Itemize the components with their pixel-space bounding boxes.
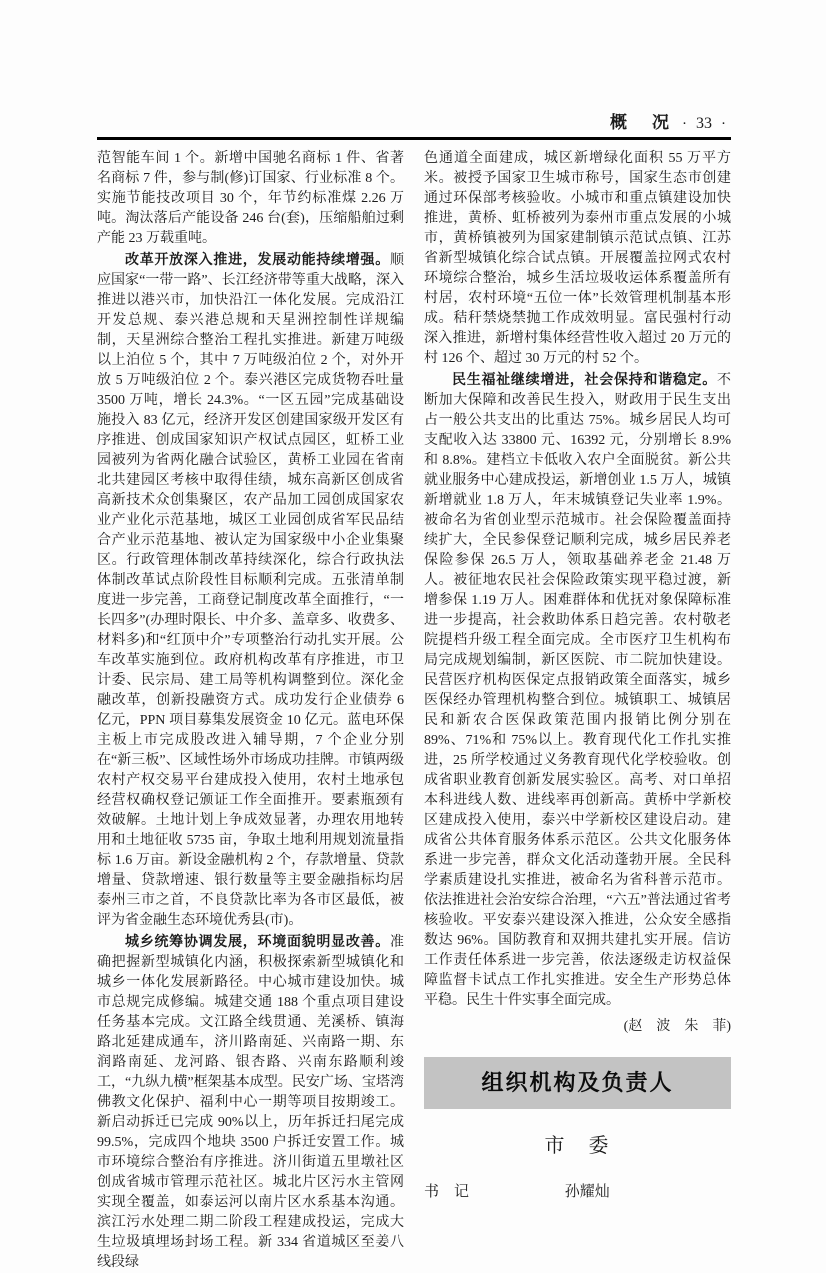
paragraph xyxy=(424,369,731,1011)
paragraph-text: 色通道全面建成，城区新增绿化面积 55 万平方米。被授予国家卫生城市称号，国家生态市创建通过环保部考核验收。小城市和重点镇建设加快推进，黄桥、虹桥被列为泰州市重点发展的小城市，黄桥镇被列为国家建制镇示范试点镇、江苏省新型城镇化综合试点镇。开展覆盖拉网式农村环境综合整治，城乡生活垃圾收运体系覆盖所有村居，农村环境“五位一体”长效管理机制基本形成。秸秆禁烧禁抛工作成效明显。富民强村行动深入推进，新增村集体经营性收入超过 20 万元的村 126 个、超过 30 万元的村 52 个。 xyxy=(424,151,731,366)
org-heading-title: 组织机构及负责人 xyxy=(481,1070,674,1095)
left-column xyxy=(97,147,404,1273)
paragraph-text: 准确把握新型城镇化内涵，积极探索新型城镇化和城乡一体化发展新路径。中心城市建设加快。城市总规完成修编。城建交通 188 个重点项目建设任务基本完成。文江路全线贯通、羌溪桥、镇海路北延建成通车，济川路南延、兴南路一期、东润路南延、龙河路、银杏路、兴南东路顺利竣工，“九纵九横”框架基本成型。民安广场、宝塔湾佛教文化保护、福利中心一期等项目按期竣工。新启动拆迁已完成 90%以上，历年拆迁扫尾完成 99.5%，完成四个地块 3500 户拆迁安置工作。城市环境综合整治有序推进。济川街道五里墩社区创成省城市管理示范社区。城北片区污水主管网实现全覆盖，如泰运河以南片区水系基本沟通。滨江污水处理二期二阶段工程建成投运，完成大生垃圾填埋场封场工程。新 334 省道城区至姜八线段绿 xyxy=(97,935,404,1270)
page-number: 33 xyxy=(696,115,712,132)
paragraph-text: 顺应国家“一带一路”、长江经济带等重大战略，深入推进以港兴市，加快沿江一体化发展。完成沿江开发总规、泰兴港总规和天星洲控制性详规编制，天星洲综合整治工程扎实推进。新建万吨级以上泊位 5 个，其中 7 万吨级泊位 2 个，对外开放 5 万吨级泊位 2 个。泰兴港区完成货物吞吐量 3500 万吨，增长 24.3%。“一区五园”完成基础设施投入 83 亿元，经济开发区创建国家级开发区有序推进、创成国家知识产权试点园区，虹桥工业园被列为省两化融合试验区，黄桥工业园在省南北共建园区考核中取得佳绩，城东高新区创成省高新技术众创集聚区，农产品加工园创成国家农业产业化示范基地，城区工业园创成省军民品结合产业示范基地、被认定为国家级中小企业集聚区。行政管理体制改革持续深化，综合行政执法体制改革试点阶段性目标顺利完成。五张清单制度进一步完善，工商登记制度改革全面推行，“一长四多”(办理时限长、中介多、盖章多、收费多、材料多)和“红顶中介”专项整治行动扎实开展。公车改革实施到位。政府机构改革有序推进，市卫计委、民宗局、建工局等机构调整到位。深化金融改革，创新投融资方式。成功发行企业债券 6 亿元，PPN 项目募集发展资金 10 亿元。蓝电环保主板上市完成股改进入辅导期，7 个企业分别在“新三板”、区域性场外市场成功挂牌。市镇两级农村产权交易平台建成投入使用，农村土地承包经营权确权登记颁证工作全面推开。要素瓶颈有效破解。土地计划上争成效显著，办理农用地转用和土地征收 5735 亩，争取土地利用规划流量指标 1.6 万亩。新设金融机构 2 个，存款增量、贷款增量、贷款增速、银行数量等主要金融指标均居泰州三市之首，不良贷款比率为各市区最低，被评为省金融生态环境优秀县(市)。 xyxy=(97,253,404,928)
running-head-dot-right: · xyxy=(721,116,726,132)
running-head xyxy=(610,112,731,135)
running-head-section: 概 况 xyxy=(610,113,673,132)
paragraph-text: 不断加大保障和改善民生投入，财政用于民生支出占一般公共支出的比重达 75%。城乡居民人均可支配收入达 33800 元、16392 元，分别增长 8.9%和 8.8%。建档立卡低收入农户全面脱贫。新公共就业服务中心建成投运，新增创业 1.5 万人，城镇新增就业 1.8 万人，年末城镇登记失业率 1.9%。被命名为省创业型示范城市。社会保险覆盖面持续扩大，全民参保登记顺利完成，城乡居民养老保险参保 26.5 万人，领取基础养老金 21.48 万人。被征地农民社会保险政策实现平稳过渡，新增参保 1.19 万人。困难群体和优抚对象保障标准进一步提高，社会救助体系日趋完善。农村敬老院提档升级工程全面完成。全市医疗卫生机构布局完成规划编制，新区医院、市二院加快建设。民营医疗机构医保定点报销政策全面落实，城乡医保经办管理机构整合到位。城镇职工、城镇居民和新农合医保政策范围内报销比例分别在 89%、71%和 75%以上。教育现代化工作扎实推进，25 所学校通过义务教育现代化学校验收。创成省职业教育创新发展实验区。高考、对口单招本科进线人数、进线率再创新高。黄桥中学新校区建成投入使用，泰兴中学新校区建设启动。建成省公共体育服务体系示范区。公共文化服务体系进一步完善，群众文化活动蓬勃开展。全民科学素质建设扎实推进，被命名为省科普示范市。依法推进社会治安综合治理，“六五”普法通过省考核验收。平安泰兴建设深入推进，公众安全感指数达 96%。国防教育和双拥共建扎实开展。信访工作责任体系进一步完善，依法逐级走访权益保障监督卡试点工作扎实推进。安全生产形势总体平稳。民生十件实事全面完成。 xyxy=(424,373,731,1008)
org-heading-box xyxy=(424,1057,731,1109)
paragraph xyxy=(97,147,404,249)
subsection-title: 市 委 xyxy=(544,1135,611,1157)
org-entry-name: 孙耀灿 xyxy=(564,1184,610,1200)
header-rule xyxy=(97,137,731,140)
org-entries xyxy=(424,1182,731,1202)
byline: (赵 波 朱 菲) xyxy=(623,1019,731,1034)
right-column xyxy=(424,147,731,1273)
paragraph xyxy=(97,931,404,1273)
paragraph xyxy=(424,147,731,369)
org-entry xyxy=(424,1182,731,1202)
paragraph xyxy=(97,249,404,931)
paragraph-lead: 改革开放深入推进，发展动能持续增强。 xyxy=(125,251,390,267)
page-body xyxy=(97,147,731,1273)
org-entry-role: 书 记 xyxy=(424,1184,470,1200)
running-head-dot-left: · xyxy=(682,116,687,132)
right-column-text xyxy=(424,147,731,1011)
paragraph-lead: 民生福祉继续增进，社会保持和谐稳定。 xyxy=(452,371,717,387)
paragraph-text: 范智能车间 1 个。新增中国驰名商标 1 件、省著名商标 7 件，参与制(修)订国家、行业标准 8 个。实施节能技改项目 30 个，年节约标准煤 2.26 万吨。淘汰落后产能设备 246 台(套)，压缩船舶过剩产能 23 万载重吨。 xyxy=(97,151,404,246)
paragraph-lead: 城乡统筹协调发展，环境面貌明显改善。 xyxy=(125,933,390,949)
